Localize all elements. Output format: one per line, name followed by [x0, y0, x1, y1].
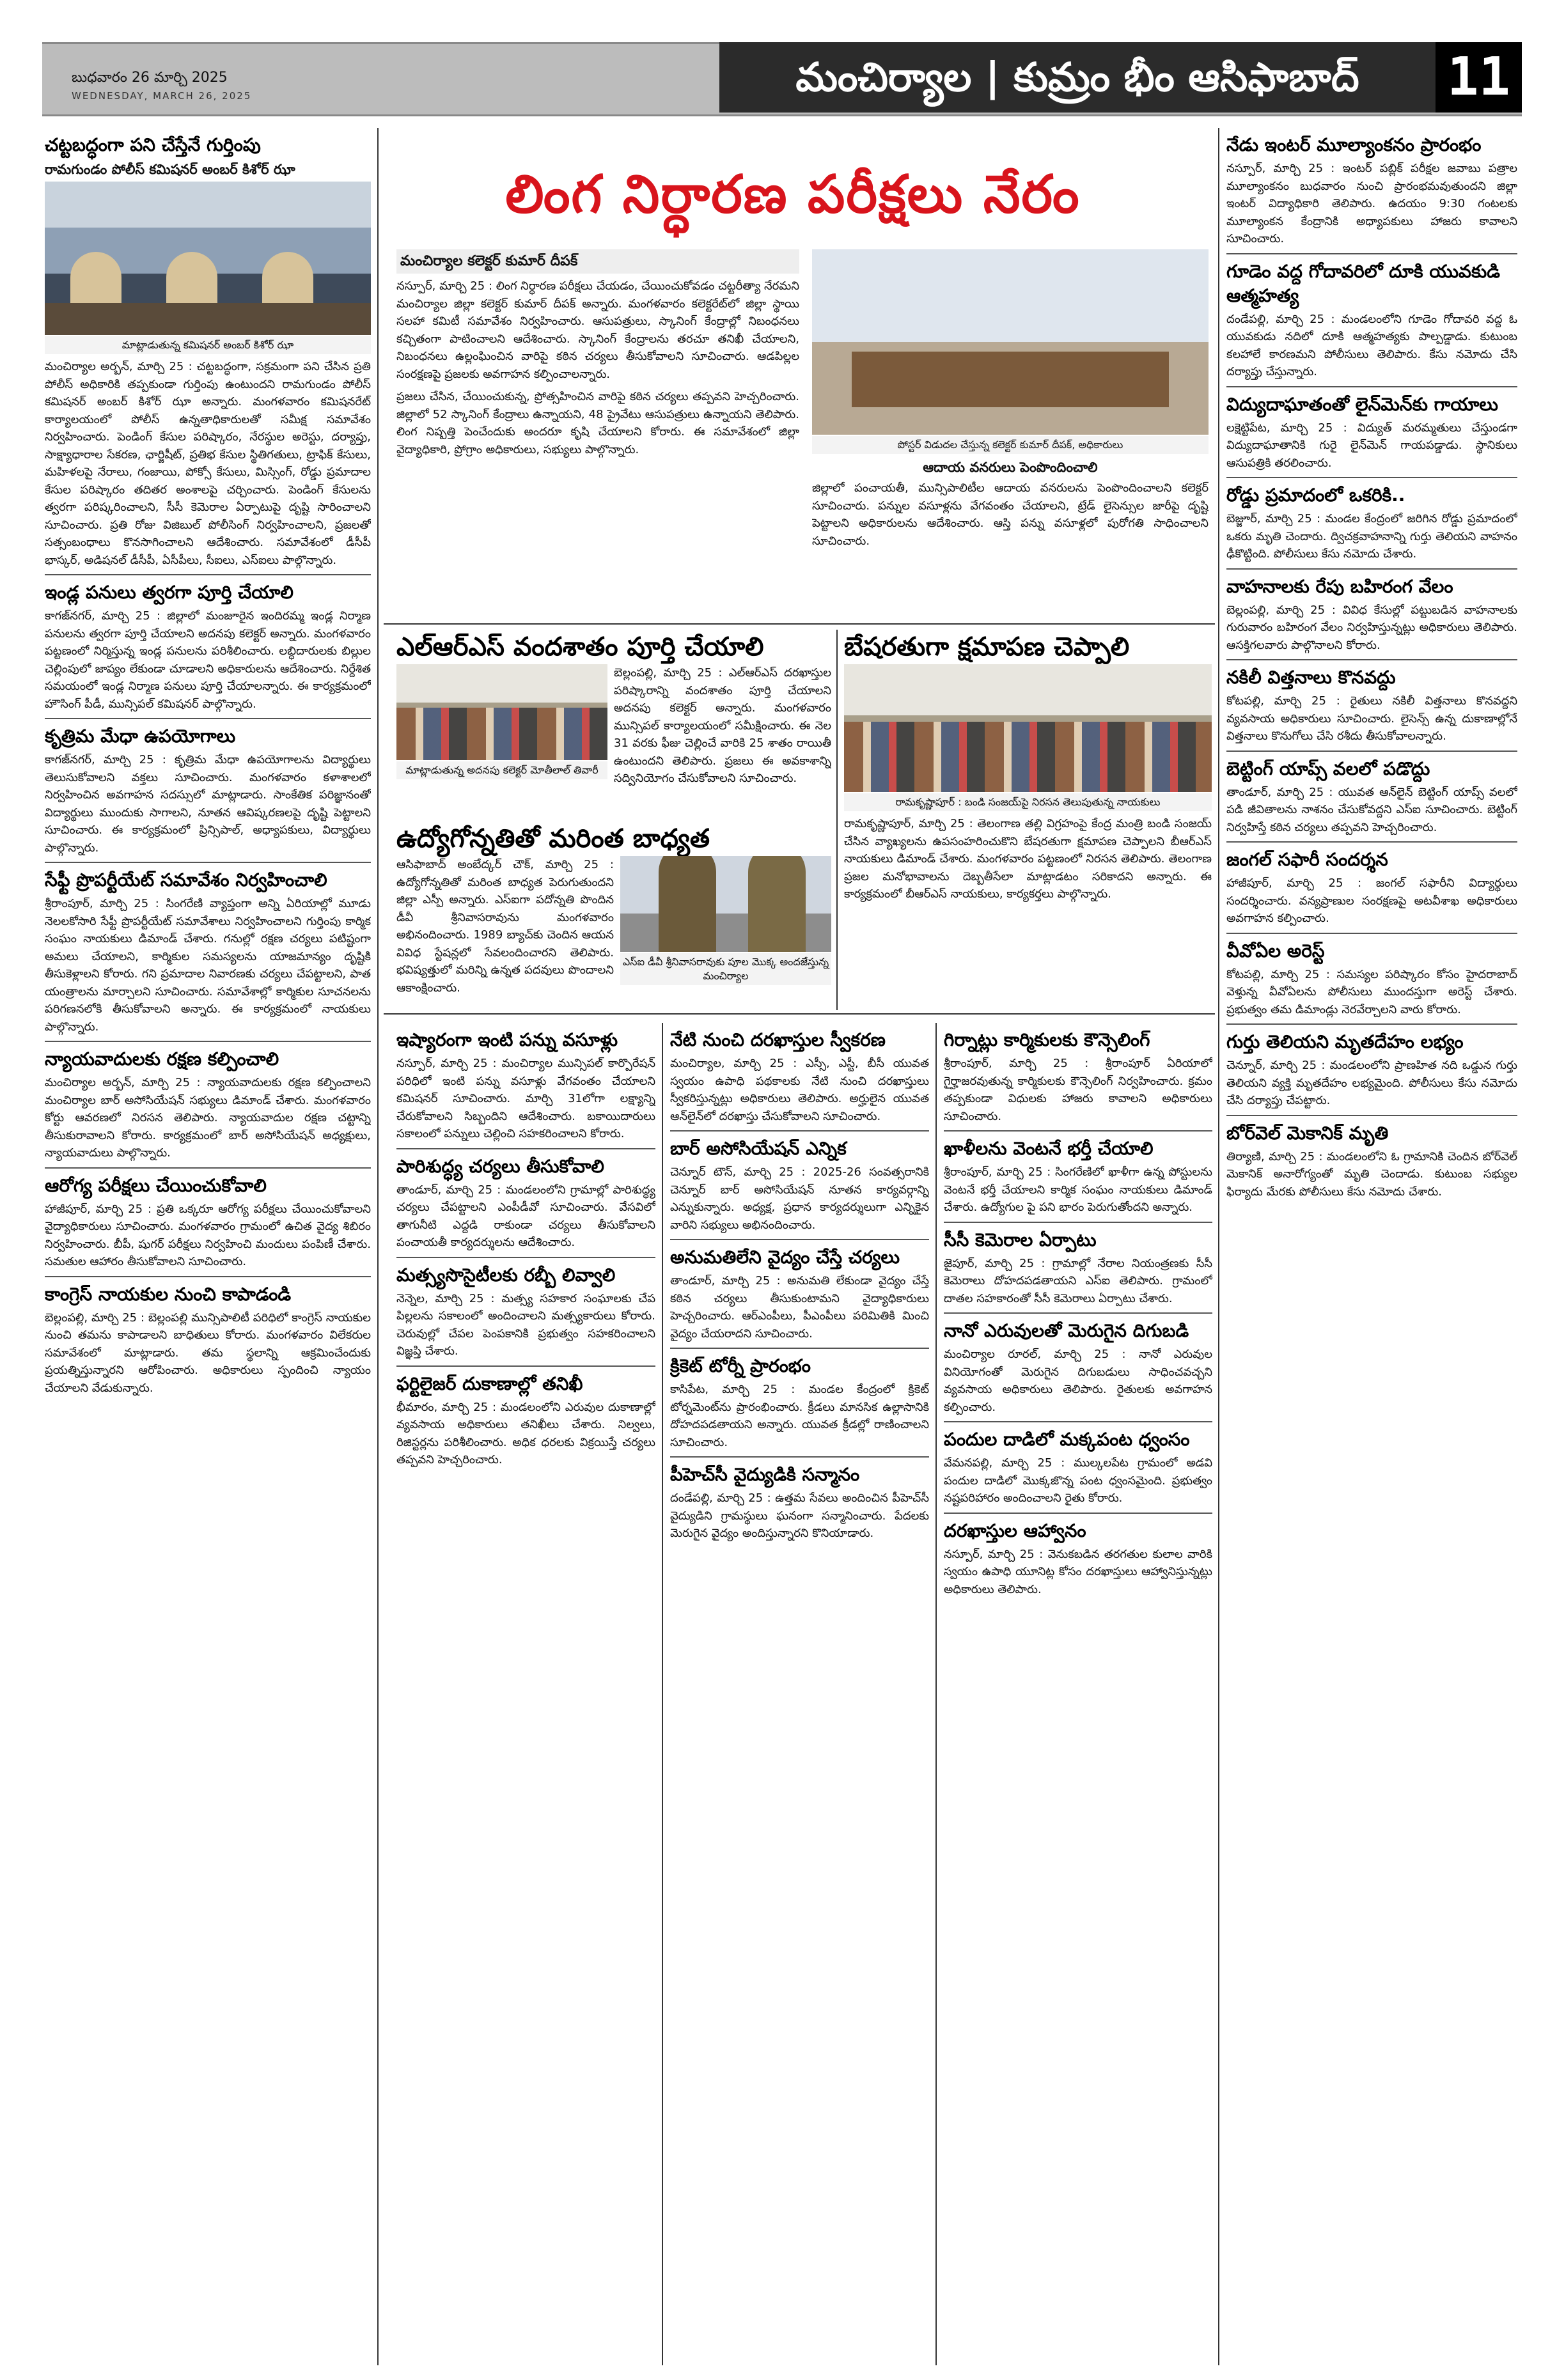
photo-caption: పోస్టర్ విడుదల చేస్తున్న కలెక్టర్ కుమార్ దీపక్, అధికారులు: [812, 436, 1209, 454]
article-body: బెల్లంపల్లి, మార్చి 25 : ఎల్ఆర్ఎస్ దరఖాస్తుల పరిష్కారాన్ని వందశాతం పూర్తి చేయాలని అదనపు కలెక్టర్ అన్నారు. మంగళవారం మున్సిపల్ కార్యాలయంలో సమీక్షించారు. ఈ నెల 31 వరకు ఫీజు చెల్లించే వారికి 25 శాతం రాయితీ ఉంటుందని తెలిపారు. ప్రజలు ఈ అవకాశాన్ని సద్వినియోగం చేసుకోవాలని సూచించారు.: [614, 666, 831, 785]
date-telugu: బుధవారం 26 మార్చి 2025: [72, 70, 228, 86]
divider: [45, 862, 371, 863]
article-body: తాండూర్, మార్చి 25 : మండలంలోని గ్రామాల్లో పారిశుద్ధ్య చర్యలు చేపట్టాలని ఎంపీడీవో సూచించారు. వేసవిలో తాగునీటి ఎద్దడి రాకుండా చర్యలు తీసుకోవాలని పంచాయతీ కార్యదర్శులను ఆదేశించారు.: [396, 1183, 655, 1249]
divider: [670, 1239, 929, 1240]
article-title: ఆరోగ్య పరీక్షలు చేయించుకోవాలి: [45, 1174, 267, 1196]
column-rule: [935, 1023, 937, 2365]
article-body: కోటపల్లి, మార్చి 25 : రైతులు నకిలీ విత్తనాలు కొనవద్దని వ్యవసాయ అధికారులు సూచించారు. లైసెన్స్ ఉన్న దుకాణాల్లోనే విత్తనాలు కొనుగోలు చేసి రశీదు తీసుకోవాలన్నారు.: [1226, 694, 1517, 743]
brief-column-2: [670, 1023, 929, 2365]
apology-story: [844, 630, 1212, 1010]
article-body: లక్షెట్టిపేట, మార్చి 25 : విద్యుత్ మరమ్మతులు చేస్తుండగా విద్యుదాఘాతానికి గురై లైన్‌మెన్ గాయపడ్డాడు. స్థానికులు ఆసుపత్రికి తరలించారు.: [1226, 421, 1517, 470]
column-rule: [377, 128, 379, 2365]
article-title: వీవోఏల అరెస్ట్: [1226, 940, 1325, 961]
divider: [45, 1167, 371, 1169]
left-column: [45, 128, 371, 2365]
divider: [396, 1365, 655, 1367]
article-body: నస్పూర్, మార్చి 25 : ఇంటర్ పబ్లిక్ పరీక్షల జవాబు పత్రాల మూల్యాంకనం బుధవారం నుంచి ప్రారంభమవుతుందని జిల్లా ఇంటర్ విద్యాధికారి తెలిపారు. ఉదయం 9:30 గంటలకు మూల్యాంకన కేంద్రానికి అధ్యాపకులు హాజరు కావాలని సూచించారు.: [1226, 162, 1517, 245]
article-title: బోర్‌వెల్ మెకానిక్ మృతి: [1226, 1122, 1389, 1144]
lead-byline: మంచిర్యాల కలెక్టర్ కుమార్ దీపక్: [396, 249, 799, 274]
brief-column-3: [944, 1023, 1212, 2365]
article-title: దరఖాస్తుల ఆహ్వానం: [944, 1520, 1086, 1541]
article-title: పారిశుద్ధ్య చర్యలు తీసుకోవాలి: [396, 1155, 604, 1177]
divider: [1226, 751, 1517, 752]
article-body: జైపూర్, మార్చి 25 : గ్రామాల్లో నేరాల నియంత్రణకు సీసీ కెమెరాలు దోహదపడతాయని ఎస్ఐ తెలిపారు. గ్రామంలో దాతల సహకారంతో సీసీ కెమెరాలు ఏర్పాటు చేశారు.: [944, 1256, 1212, 1305]
article-body: బెల్లంపల్లి, మార్చి 25 : బెల్లంపల్లి మున్సిపాలిటీ పరిధిలో కాంగ్రెస్ నాయకుల నుంచి తమను కాపాడాలని బాధితులు కోరారు. మంగళవారం విలేకరుల సమావేశంలో మాట్లాడారు. తమ స్థలాన్ని ఆక్రమించేందుకు ప్రయత్నిస్తున్నారని ఆరోపించారు. అధికారులు స్పందించి న్యాయం చేయాలని వేడుకున్నారు.: [45, 1311, 371, 1395]
lead-story-left: [396, 249, 799, 620]
divider: [670, 1348, 929, 1349]
article-body: కాగజ్‌నగర్, మార్చి 25 : కృత్రిమ మేధా ఉపయోగాలను విద్యార్థులు తెలుసుకోవాలని వక్తలు సూచించారు. మంగళవారం కళాశాలలో నిర్వహించిన అవగాహన సదస్సులో మాట్లాడారు. సాంకేతిక పరిజ్ఞానంతో విద్యార్థులు ముందుకు సాగాలని, నూతన ఆవిష్కరణలపై దృష్టి పెట్టాలని సూచించారు. ఈ కార్యక్రమంలో ప్రిన్సిపాల్, అధ్యాపకులు, విద్యార్థులు పాల్గొన్నారు.: [45, 753, 371, 855]
article-body: మంచిర్యాల అర్బన్, మార్చి 25 : చట్టబద్ధంగా, సక్రమంగా పని చేసిన ప్రతి పోలీస్ అధికారికి తప్పకుండా గుర్తింపు ఉంటుందని రామగుండం పోలీస్ కమిషనర్ అంబర్ కిశోర్ ఝా అన్నారు. మంగళవారం కమిషనరేట్ కార్యాలయంలో పోలీస్ ఉన్నతాధికారులతో సమీక్ష సమావేశం నిర్వహించారు. పెండింగ్ కేసుల పరిష్కారం, నేరస్థుల అరెస్టు, దర్యాప్తు, సాక్ష్యాధారాల సేకరణ, ఛార్జిషీట్, ప్రతిభ కేసుల స్థితిగతులు, ట్రాఫిక్ కేసులు, మహిళలపై నేరాలు, గంజాయి, పోక్సో కేసులు, మిస్సింగ్, రోడ్డు ప్రమాదాల కేసుల పరిష్కారం తదితర అంశాలపై చర్చించారు. పెండింగ్ కేసులను త్వరగా పరిష్కరించాలని, సీసీ కెమెరాల ఏర్పాటుపై దృష్టి సారించాలని సూచించారు. ప్రతి రోజు విజిబుల్ పోలీసింగ్ నిర్వహించాలని, ప్రజలతో సత్సంబంధాలు కొనసాగించాలని ఆదేశించారు. సమావేశంలో డీసీపీ భాస్కర్, అడిషనల్ డీసీపీ, ఏసీపీలు, సీఐలు, ఎస్ఐలు పాల్గొన్నారు.: [45, 360, 371, 567]
article-title: బార్ అసోసియేషన్ ఎన్నిక: [670, 1138, 847, 1159]
article-body: ఆసిఫాబాద్ అంబేద్కర్ చౌక్, మార్చి 25 : ఉద్యోగోన్నతితో మరింత బాధ్యత పెరుగుతుందని జిల్లా ఎస్పీ అన్నారు. ఎస్ఐగా పదోన్నతి పొందిన డీవీ శ్రీనివాసరావును మంగళవారం అభినందించారు. 1989 బ్యాచ్‌కు చెందిన ఆయన వివిధ స్టేషన్లలో సేవలందించారని తెలిపారు. భవిష్యత్తులో మరిన్ని ఉన్నత పదవులు పొందాలని ఆకాంక్షించారు.: [396, 858, 614, 995]
article-body: మంచిర్యాల, మార్చి 25 : ఎస్సీ, ఎస్టీ, బీసీ యువత స్వయం ఉపాధి పథకాలకు నేటి నుంచి దరఖాస్తులు స్వీకరిస్తున్నట్లు అధికారులు తెలిపారు. అర్హులైన యువత ఆన్‌లైన్‌లో దరఖాస్తు చేసుకోవాలని సూచించారు.: [670, 1057, 929, 1123]
lead-body-more: జిల్లాలో పంచాయతీ, మున్సిపాలిటీల ఆదాయ వనరులను పెంపొందించాలని కలెక్టర్ సూచించారు. పన్నుల వసూళ్లను వేగవంతం చేయాలని, ట్రేడ్ లైసెన్సుల జారీపై దృష్టి పెట్టాలని అధికారులను ఆదేశించారు. ఆస్తి పన్ను వసూళ్లలో పురోగతి సాధించాలని సూచించారు.: [812, 481, 1209, 548]
article-title: ఉద్యోగోన్నతితో మరింత బాధ్యత: [396, 824, 710, 853]
article-body: మంచిర్యాల రూరల్, మార్చి 25 : నానో ఎరువుల వినియోగంతో మెరుగైన దిగుబడులు సాధించవచ్చని వ్యవసాయ అధికారులు తెలిపారు. రైతులకు అవగాహన కల్పించారు.: [944, 1348, 1212, 1414]
article-body: దండేపల్లి, మార్చి 25 : ఉత్తమ సేవలు అందించిన పీహెచ్‌సీ వైద్యుడిని గ్రామస్థులు ఘనంగా సన్మానించారు. పేదలకు మెరుగైన వైద్యం అందిస్తున్నారని కొనియాడారు.: [670, 1491, 929, 1540]
photo-caption: ఎస్ఐ డీవీ శ్రీనివాసరావుకు పూల మొక్క అందజేస్తున్న మంచిర్యాల: [620, 953, 831, 985]
divider: [944, 1513, 1212, 1514]
article-title: సీసీ కెమెరాల ఏర్పాటు: [944, 1229, 1097, 1250]
article-title: ఎల్ఆర్ఎస్ వందశాతం పూర్తి చేయాలి: [396, 632, 764, 662]
article-title: బేషరతుగా క్షమాపణ చెప్పాలి: [844, 632, 1130, 662]
article-body: హాజీపూర్, మార్చి 25 : జంగల్ సఫారీని విద్యార్థులు సందర్శించారు. వన్యప్రాణుల సంరక్షణపై అటవీశాఖ అధికారులు అవగాహన కల్పించారు.: [1226, 876, 1517, 925]
divider: [1226, 253, 1517, 254]
column-rule: [1218, 128, 1219, 2365]
brief-column-1: [396, 1023, 655, 2365]
lead-subheading: ఆదాయ వనరులు పెంపొందించాలి: [923, 460, 1098, 475]
divider: [1226, 659, 1517, 660]
masthead-date: [72, 69, 251, 105]
article-body: బెల్లంపల్లి, మార్చి 25 : వివిధ కేసుల్లో పట్టుబడిన వాహనాలకు గురువారం బహిరంగ వేలం నిర్వహిస్తున్నట్లు అధికారులు తెలిపారు. ఆసక్తిగలవారు పాల్గొనాలని కోరారు.: [1226, 603, 1517, 652]
article-body: రామకృష్ణాపూర్, మార్చి 25 : తెలంగాణ తల్లి విగ్రహంపై కేంద్ర మంత్రి బండి సంజయ్ చేసిన వ్యాఖ్యలను ఉపసంహరించుకొని బేషరతుగా క్షమాపణ చెప్పాలని బీఆర్ఎస్ నాయకులు డిమాండ్ చేశారు. మంగళవారం పట్టణంలో నిరసన తెలిపారు. తెలంగాణ ప్రజల మనోభావాలను దెబ్బతీసేలా మాట్లాడటం సరికాదని అన్నారు. ఈ కార్యక్రమంలో బీఆర్ఎస్ నాయకులు, కార్యకర్తలు పాల్గొన్నారు.: [844, 817, 1212, 901]
article-body: మంచిర్యాల అర్బన్, మార్చి 25 : న్యాయవాదులకు రక్షణ కల్పించాలని మంచిర్యాల బార్ అసోసియేషన్ సభ్యులు డిమాండ్ చేశారు. మంగళవారం కోర్టు ఆవరణలో నిరసన తెలిపారు. న్యాయవాదుల రక్షణ చట్టాన్ని తీసుకురావాలని కోరారు. కార్యక్రమంలో బార్ అసోసియేషన్ అధ్యక్షులు, న్యాయవాదులు పాల్గొన్నారు.: [45, 1076, 371, 1160]
article-body: నస్పూర్, మార్చి 25 : మంచిర్యాల మున్సిపల్ కార్పొరేషన్ పరిధిలో ఇంటి పన్ను వసూళ్లు వేగవంతం చేయాలని కమిషనర్ సూచించారు. మార్చి 31లోగా లక్ష్యాన్ని చేరుకోవాలని సిబ్బందిని ఆదేశించారు. బకాయిదారులు సకాలంలో పన్నులు చెల్లించి సహకరించాలని కోరారు.: [396, 1057, 655, 1140]
main-headline: లింగ నిర్ధారణ పరీక్షలు నేరం: [505, 164, 1081, 225]
article-title: అనుమతిలేని వైద్యం చేస్తే చర్యలు: [670, 1247, 900, 1268]
article-body: వేమనపల్లి, మార్చి 25 : ముల్కలపేట గ్రామంలో అడవి పందుల దాడిలో మొక్కజొన్న పంట ధ్వంసమైంది. ప్రభుత్వం నష్టపరిహారం అందించాలని రైతు కోరారు.: [944, 1456, 1212, 1505]
column-rule: [836, 630, 838, 1010]
article-title: విద్యుదాఘాతంతో లైన్‌మెన్‌కు గాయాలు: [1226, 393, 1498, 415]
article-title: కాంగ్రెస్ నాయకుల నుంచి కాపాడండి: [45, 1283, 292, 1305]
poster-release-photo: [812, 249, 1209, 435]
article-body: దండేపల్లి, మార్చి 25 : మండలంలోని గూడెం గోదావరి వద్ద ఓ యువకుడు నదిలో దూకి ఆత్మహత్యకు పాల్పడ్డాడు. కుటుంబ కలహాలే కారణమని పోలీసులు తెలిపారు. కేసు నమోదు చేసి దర్యాప్తు చేస్తున్నారు.: [1226, 312, 1517, 378]
protest-photo: [844, 664, 1212, 792]
divider: [396, 1257, 655, 1258]
photo-caption: మాట్లాడుతున్న అదనపు కలెక్టర్ మోతీలాల్ తివారీ: [396, 761, 607, 779]
article-title: నకిలీ విత్తనాలు కొనవద్దు: [1226, 667, 1396, 688]
article-title: క్రికెట్ టోర్నీ ప్రారంభం: [670, 1355, 811, 1376]
article-title: ఖాళీలను వెంటనే భర్తీ చేయాలి: [944, 1138, 1154, 1159]
divider: [45, 718, 371, 719]
promotion-story: [396, 821, 831, 1010]
article-body: బెజ్జూర్, మార్చి 25 : మండల కేంద్రంలో జరిగిన రోడ్డు ప్రమాదంలో ఒకరు మృతి చెందారు. ద్విచక్రవాహనాన్ని గుర్తు తెలియని వాహనం ఢీకొట్టింది. పోలీసులు కేసు నమోదు చేశారు.: [1226, 512, 1517, 561]
article-body: కాసిపేట, మార్చి 25 : మండల కేంద్రంలో క్రికెట్ టోర్నమెంట్‌ను ప్రారంభించారు. క్రీడలు మానసిక ఉల్లాసానికి దోహదపడతాయని అన్నారు. యువత క్రీడల్లో రాణించాలని సూచించారు.: [670, 1383, 929, 1449]
article-body: భీమారం, మార్చి 25 : మండలంలోని ఎరువుల దుకాణాల్లో వ్యవసాయ అధికారులు తనిఖీలు చేశారు. నిల్వలు, రిజిస్టర్లను పరిశీలించారు. అధిక ధరలకు విక్రయిస్తే చర్యలు తప్పవని హెచ్చరించారు.: [396, 1400, 655, 1466]
article-title: కృత్రిమ మేధా ఉపయోగాలు: [45, 726, 236, 747]
divider: [45, 574, 371, 575]
lead-body-continued: ప్రజలు చేసిన, చేయించుకున్న, ప్రోత్సహించిన వారిపై కఠిన చర్యలు తప్పవని హెచ్చరించారు. జిల్లాలో 52 స్కానింగ్ కేంద్రాలు ఉన్నాయని, 48 ప్రైవేటు ఆసుపత్రులు ఉన్నాయని తెలిపారు. లింగ నిష్పత్తి పెంచేందుకు అందరూ కృషి చేయాలని కోరారు. ఈ సమావేశంలో జిల్లా వైద్యాధికారి, ప్రోగ్రాం అధికారులు, సభ్యులు పాల్గొన్నారు.: [396, 390, 799, 456]
divider: [944, 1312, 1212, 1314]
divider: [1226, 386, 1517, 387]
column-rule: [662, 1023, 663, 2365]
article-title: ఇష్యారంగా ఇంటి పన్ను వసూళ్లు: [396, 1029, 618, 1050]
police-commissioner-photo: [45, 182, 371, 335]
divider: [1226, 933, 1517, 934]
divider: [670, 1130, 929, 1132]
lead-story-right: [812, 249, 1209, 620]
article-body: తిర్యాణి, మార్చి 25 : మండలంలోని ఓ గ్రామానికి చెందిన బోర్‌వెల్ మెకానిక్ అనారోగ్యంతో మృతి చెందాడు. కుటుంబ సభ్యుల ఫిర్యాదు మేరకు పోలీసులు కేసు నమోదు చేశారు.: [1226, 1149, 1517, 1199]
article-title: మత్స్యసొసైటీలకు రబ్బీ లివ్వాలి: [396, 1264, 616, 1286]
divider: [45, 1041, 371, 1042]
article-subtitle: రామగుండం పోలీస్ కమిషనర్ అంబర్ కిశోర్ ఝా: [45, 162, 295, 177]
page-number: 11: [1436, 42, 1522, 113]
article-title: చట్టబద్ధంగా పని చేస్తేనే గుర్తింపు: [45, 134, 261, 155]
article-body: శ్రీరాంపూర్, మార్చి 25 : సింగరేణిలో ఖాళీగా ఉన్న పోస్టులను వెంటనే భర్తీ చేయాలని కార్మిక సంఘం నాయకులు డిమాండ్ చేశారు. ఉద్యోగుల పై పని భారం పెరుగుతోందని అన్నారు.: [944, 1165, 1212, 1214]
article-title: రోడ్డు ప్రమాదంలో ఒకరికి..: [1226, 485, 1405, 506]
divider: [944, 1421, 1212, 1422]
photo-caption: మాట్లాడుతున్న కమిషనర్ అంబర్ కిశోర్ ఝా: [45, 336, 371, 354]
divider: [1226, 1115, 1517, 1116]
article-body: తాండూర్, మార్చి 25 : అనుమతి లేకుండా వైద్యం చేస్తే కఠిన చర్యలు తీసుకుంటామని వైద్యాధికారులు హెచ్చరించారు. ఆర్ఎంపీలు, పీఎంపీలు పరిమితికి మించి వైద్యం చేయరాదని సూచించారు.: [670, 1274, 929, 1341]
lead-body: నస్పూర్, మార్చి 25 : లింగ నిర్ధారణ పరీక్షలు చేయడం, చేయించుకోవడం చట్టరీత్యా నేరమని మంచిర్యాల జిల్లా కలెక్టర్ కుమార్ దీపక్ అన్నారు. మంగళవారం కలెక్టరేట్‌లో జిల్లా స్థాయి సలహా కమిటీ సమావేశం నిర్వహించారు. ఆసుపత్రులు, స్కానింగ్ కేంద్రాల్లో నిబంధనలు కచ్చితంగా పాటించాలని ఆదేశించారు. స్కానింగ్ కేంద్రాలను తరచూ తనిఖీ చేయాలని, నిబంధనలు ఉల్లంఘించిన వారిపై కఠిన చర్యలు తీసుకోవాలని సూచించారు. ఆడపిల్లల సంరక్షణపై ప్రజలకు అవగాహన కల్పించాలన్నారు.: [396, 279, 799, 381]
date-english: WEDNESDAY, MARCH 26, 2025: [72, 90, 252, 102]
section-title: మంచిర్యాల | కుమ్రం భీం ఆసిఫాబాద్: [719, 42, 1436, 113]
article-title: బెట్టింగ్ యాప్స్ వలలో పడొద్దు: [1226, 758, 1430, 779]
article-title: వాహనాలకు రేపు బహిరంగ వేలం: [1226, 575, 1453, 597]
article-body: నెన్నెల, మార్చి 25 : మత్స్య సహకార సంఘాలకు చేప పిల్లలను సకాలంలో అందించాలని మత్స్యకారులు కోరారు. చెరువుల్లో చేపల పెంపకానికి ప్రభుత్వం సహకరించాలని విజ్ఞప్తి చేశారు.: [396, 1291, 655, 1358]
article-title: గూడెం వద్ద గోదావరిలో దూకి యువకుడి ఆత్మహత్య: [1226, 260, 1500, 306]
article-body: హాజీపూర్, మార్చి 25 : ప్రతి ఒక్కరూ ఆరోగ్య పరీక్షలు చేయించుకోవాలని వైద్యాధికారులు సూచించారు. మంగళవారం గ్రామంలో ఉచిత వైద్య శిబిరం నిర్వహించారు. బీపీ, షుగర్ పరీక్షలు నిర్వహించి మందులు పంపిణీ చేశారు. సమతుల ఆహారం తీసుకోవాలని సూచించారు.: [45, 1202, 371, 1268]
article-title: నానో ఎరువులతో మెరుగైన దిగుబడి: [944, 1320, 1189, 1341]
divider: [396, 1148, 655, 1149]
article-title: గుర్తు తెలియని మృతదేహం లభ్యం: [1226, 1031, 1464, 1052]
article-body: తాండూర్, మార్చి 25 : యువత ఆన్‌లైన్ బెట్టింగ్ యాప్స్ వలలో పడి జీవితాలను నాశనం చేసుకోవద్దని ఎస్ఐ సూచించారు. బెట్టింగ్ నిర్వహిస్తే కఠిన చర్యలు తప్పవని హెచ్చరించారు.: [1226, 785, 1517, 834]
divider: [45, 1276, 371, 1277]
divider: [670, 1456, 929, 1458]
article-body: కాగజ్‌నగర్, మార్చి 25 : జిల్లాలో మంజూరైన ఇందిరమ్మ ఇండ్ల నిర్మాణ పనులను త్వరగా పూర్తి చేయాలని అదనపు కలెక్టర్ అన్నారు. మంగళవారం పట్టణంలో నిర్మిస్తున్న ఇండ్ల పనులను పరిశీలించారు. లబ్ధిదారులకు బిల్లుల చెల్లింపులో జాప్యం లేకుండా చూడాలని అధికారులను ఆదేశించారు. నిర్దేశిత సమయంలో ఇండ్ల నిర్మాణ పనులు పూర్తి చేయాలన్నారు. ఈ కార్యక్రమంలో హౌసింగ్ పీడీ, మున్సిపల్ కమిషనర్ పాల్గొన్నారు.: [45, 609, 371, 711]
section-rule: [384, 1013, 1215, 1015]
divider: [944, 1130, 1212, 1132]
lrs-story: [396, 630, 831, 815]
article-title: జంగల్ సఫారీ సందర్శన: [1226, 849, 1388, 870]
article-title: ఇండ్ల పనులు త్వరగా పూర్తి చేయాలి: [45, 582, 293, 603]
article-title: నేటి నుంచి దరఖాస్తుల స్వీకరణ: [670, 1029, 886, 1050]
right-column: [1226, 128, 1517, 2365]
article-title: నేడు ఇంటర్ మూల్యాంకనం ప్రారంభం: [1226, 134, 1482, 155]
article-title: న్యాయవాదులకు రక్షణ కల్పించాలి: [45, 1048, 279, 1069]
divider: [1226, 841, 1517, 843]
article-body: నస్పూర్, మార్చి 25 : వెనుకబడిన తరగతుల కులాల వారికి స్వయం ఉపాధి యూనిట్ల కోసం దరఖాస్తులు ఆహ్వానిస్తున్నట్లు అధికారులు తెలిపారు.: [944, 1547, 1212, 1596]
article-title: ఫర్టిలైజర్ దుకాణాల్లో తనిఖీ: [396, 1373, 583, 1394]
section-rule: [384, 623, 1215, 625]
article-title: పందుల దాడిలో మక్కపంట ధ్వంసం: [944, 1429, 1190, 1450]
article-body: శ్రీరాంపూర్, మార్చి 25 : సింగరేణి వ్యాప్తంగా అన్ని ఏరియాల్లో మూడు నెలలకోసారి సేఫ్టీ ప్రొపర్టీయేట్ సమావేశాలు నిర్వహించాలని గుర్తింపు కార్మిక సంఘం నాయకులు డిమాండ్ చేశారు. గనుల్లో రక్షణ చర్యలు పటిష్టంగా అమలు చేయాలని, కార్మికుల సమస్యలను యాజమాన్యం దృష్టికి తీసుకెళ్లాలని కోరారు. గని ప్రమాదాల నివారణకు చర్యలు చేపట్టాలని, పాత యంత్రాలను మార్చాలని సూచించారు. సమావేశాల్లో కార్మికుల సూచనలను పరిగణనలోకి తీసుకోవాలని అన్నారు. ఈ కార్యక్రమంలో నాయకులు పాల్గొన్నారు.: [45, 897, 371, 1034]
article-body: కోటపల్లి, మార్చి 25 : సమస్యల పరిష్కారం కోసం హైదరాబాద్ వెళ్తున్న వీవోఏలను పోలీసులు ముందస్తుగా అరెస్ట్ చేశారు. ప్రభుత్వం తమ డిమాండ్లు నెరవేర్చాలని వారు కోరారు.: [1226, 967, 1517, 1016]
article-title: పీహెచ్‌సీ వైద్యుడికి సన్మానం: [670, 1464, 860, 1485]
promotion-photo: [620, 856, 831, 952]
article-body: చెన్నూర్, మార్చి 25 : మండలంలోని ప్రాణహిత నది ఒడ్డున గుర్తు తెలియని వ్యక్తి మృతదేహం లభ్యమైంది. పోలీసులు కేసు నమోదు చేసి దర్యాప్తు చేపట్టారు.: [1226, 1059, 1517, 1107]
divider: [1226, 477, 1517, 478]
article-body: శ్రీరాంపూర్, మార్చి 25 : శ్రీరాంపూర్ ఏరియాలో గైర్హాజరవుతున్న కార్మికులకు కౌన్సెలింగ్ నిర్వహించారు. క్రమం తప్పకుండా విధులకు హాజరు కావాలని అధికారులు సూచించారు.: [944, 1057, 1212, 1123]
article-title: సేఫ్టీ ప్రొపర్టీయేట్ సమావేశం నిర్వహించాలి: [45, 869, 327, 891]
divider: [944, 1222, 1212, 1223]
article-body: చెన్నూర్ టౌన్, మార్చి 25 : 2025-26 సంవత్సరానికి చెన్నూర్ బార్ అసోసియేషన్ నూతన కార్యవర్గాన్ని ఎన్నుకున్నారు. అధ్యక్ష, ప్రధాన కార్యదర్శులుగా ఎన్నికైన వారిని సభ్యులు అభినందించారు.: [670, 1165, 929, 1232]
article-title: గిర్నాట్లు కార్మికులకు కౌన్సెలింగ్: [944, 1029, 1150, 1050]
divider: [1226, 1023, 1517, 1025]
photo-caption: రామకృష్ణాపూర్ : బండి సంజయ్‌పై నిరసన తెలుపుతున్న నాయకులు: [844, 793, 1212, 811]
meeting-photo: [396, 664, 607, 760]
divider: [1226, 568, 1517, 570]
